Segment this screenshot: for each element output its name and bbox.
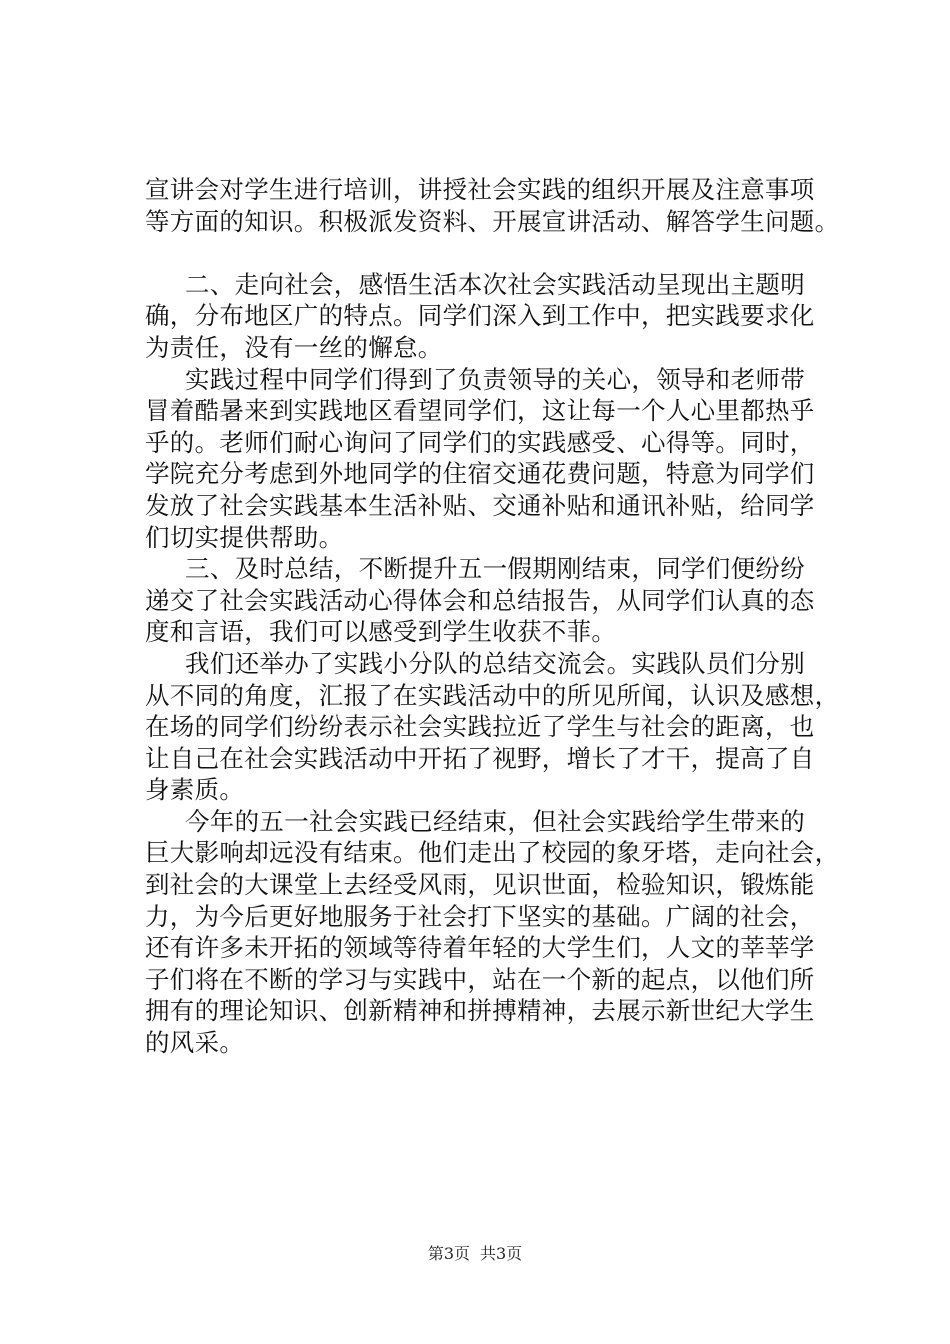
- text-line: 度和言语，我们可以感受到学生收获不菲。: [145, 617, 617, 647]
- text-line: 力，为今后更好地服务于社会打下坚实的基础。广阔的社会，: [145, 901, 815, 931]
- text-line: 们切实提供帮助。: [145, 522, 344, 552]
- text-line: 从不同的角度，汇报了在实践活动中的所见所闻，认识及感想，: [145, 680, 840, 710]
- text-line: 发放了社会实践基本生活补贴、交通补贴和通讯补贴，给同学: [145, 490, 815, 520]
- paragraph-first-line: 三、及时总结，不断提升五一假期刚结束，同学们便纷纷: [185, 554, 805, 584]
- text-line: 递交了社会实践活动心得体会和总结报告，从同学们认真的态: [145, 585, 815, 615]
- text-line: 等方面的知识。积极派发资料、开展宣讲活动、解答学生问题。: [145, 206, 840, 236]
- paragraph-first-line: 二、走向社会，感悟生活本次社会实践活动呈现出主题明: [185, 269, 805, 299]
- text-line: 的风采。: [145, 1028, 245, 1058]
- page-footer: [0, 1243, 950, 1265]
- text-line: 到社会的大课堂上去经受风雨，见识世面，检验知识，锻炼能: [145, 870, 815, 900]
- text-line: 巨大影响却远没有结束。他们走出了校园的象牙塔，走向社会，: [145, 838, 840, 868]
- text-line: 子们将在不断的学习与实践中，站在一个新的起点，以他们所: [145, 964, 815, 994]
- page-number-current: 第3页: [427, 1244, 470, 1263]
- page-number-total: 共3页: [480, 1244, 523, 1263]
- paragraph-first-line: 实践过程中同学们得到了负责领导的关心，领导和老师带: [185, 364, 805, 394]
- text-line: 还有许多未开拓的领域等待着年轻的大学生们，人文的莘莘学: [145, 933, 815, 963]
- text-line: 确，分布地区广的特点。同学们深入到工作中，把实践要求化: [145, 301, 815, 331]
- text-line: 学院充分考虑到外地同学的住宿交通花费问题，特意为同学们: [145, 459, 815, 489]
- paragraph-first-line: 今年的五一社会实践已经结束，但社会实践给学生带来的: [185, 806, 805, 836]
- paragraph-gap: [145, 237, 845, 269]
- text-line: 宣讲会对学生进行培训，讲授社会实践的组织开展及注意事项: [145, 175, 815, 204]
- body-text: [145, 174, 845, 1059]
- text-line: 让自己在社会实践活动中开拓了视野，增长了才干，提高了自: [145, 743, 815, 773]
- text-line: 身素质。: [145, 775, 245, 805]
- text-line: 在场的同学们纷纷表示社会实践拉近了学生与社会的距离，也: [145, 712, 815, 742]
- text-line: 乎的。老师们耐心询问了同学们的实践感受、心得等。同时，: [145, 427, 815, 457]
- text-line: 冒着酷暑来到实践地区看望同学们，这让每一个人心里都热乎: [145, 396, 815, 426]
- paragraph-first-line: 我们还举办了实践小分队的总结交流会。实践队员们分别: [185, 648, 805, 678]
- text-line: 为责任，没有一丝的懈怠。: [145, 332, 443, 362]
- text-line: 拥有的理论知识、创新精神和拼搏精神，去展示新世纪大学生: [145, 996, 815, 1026]
